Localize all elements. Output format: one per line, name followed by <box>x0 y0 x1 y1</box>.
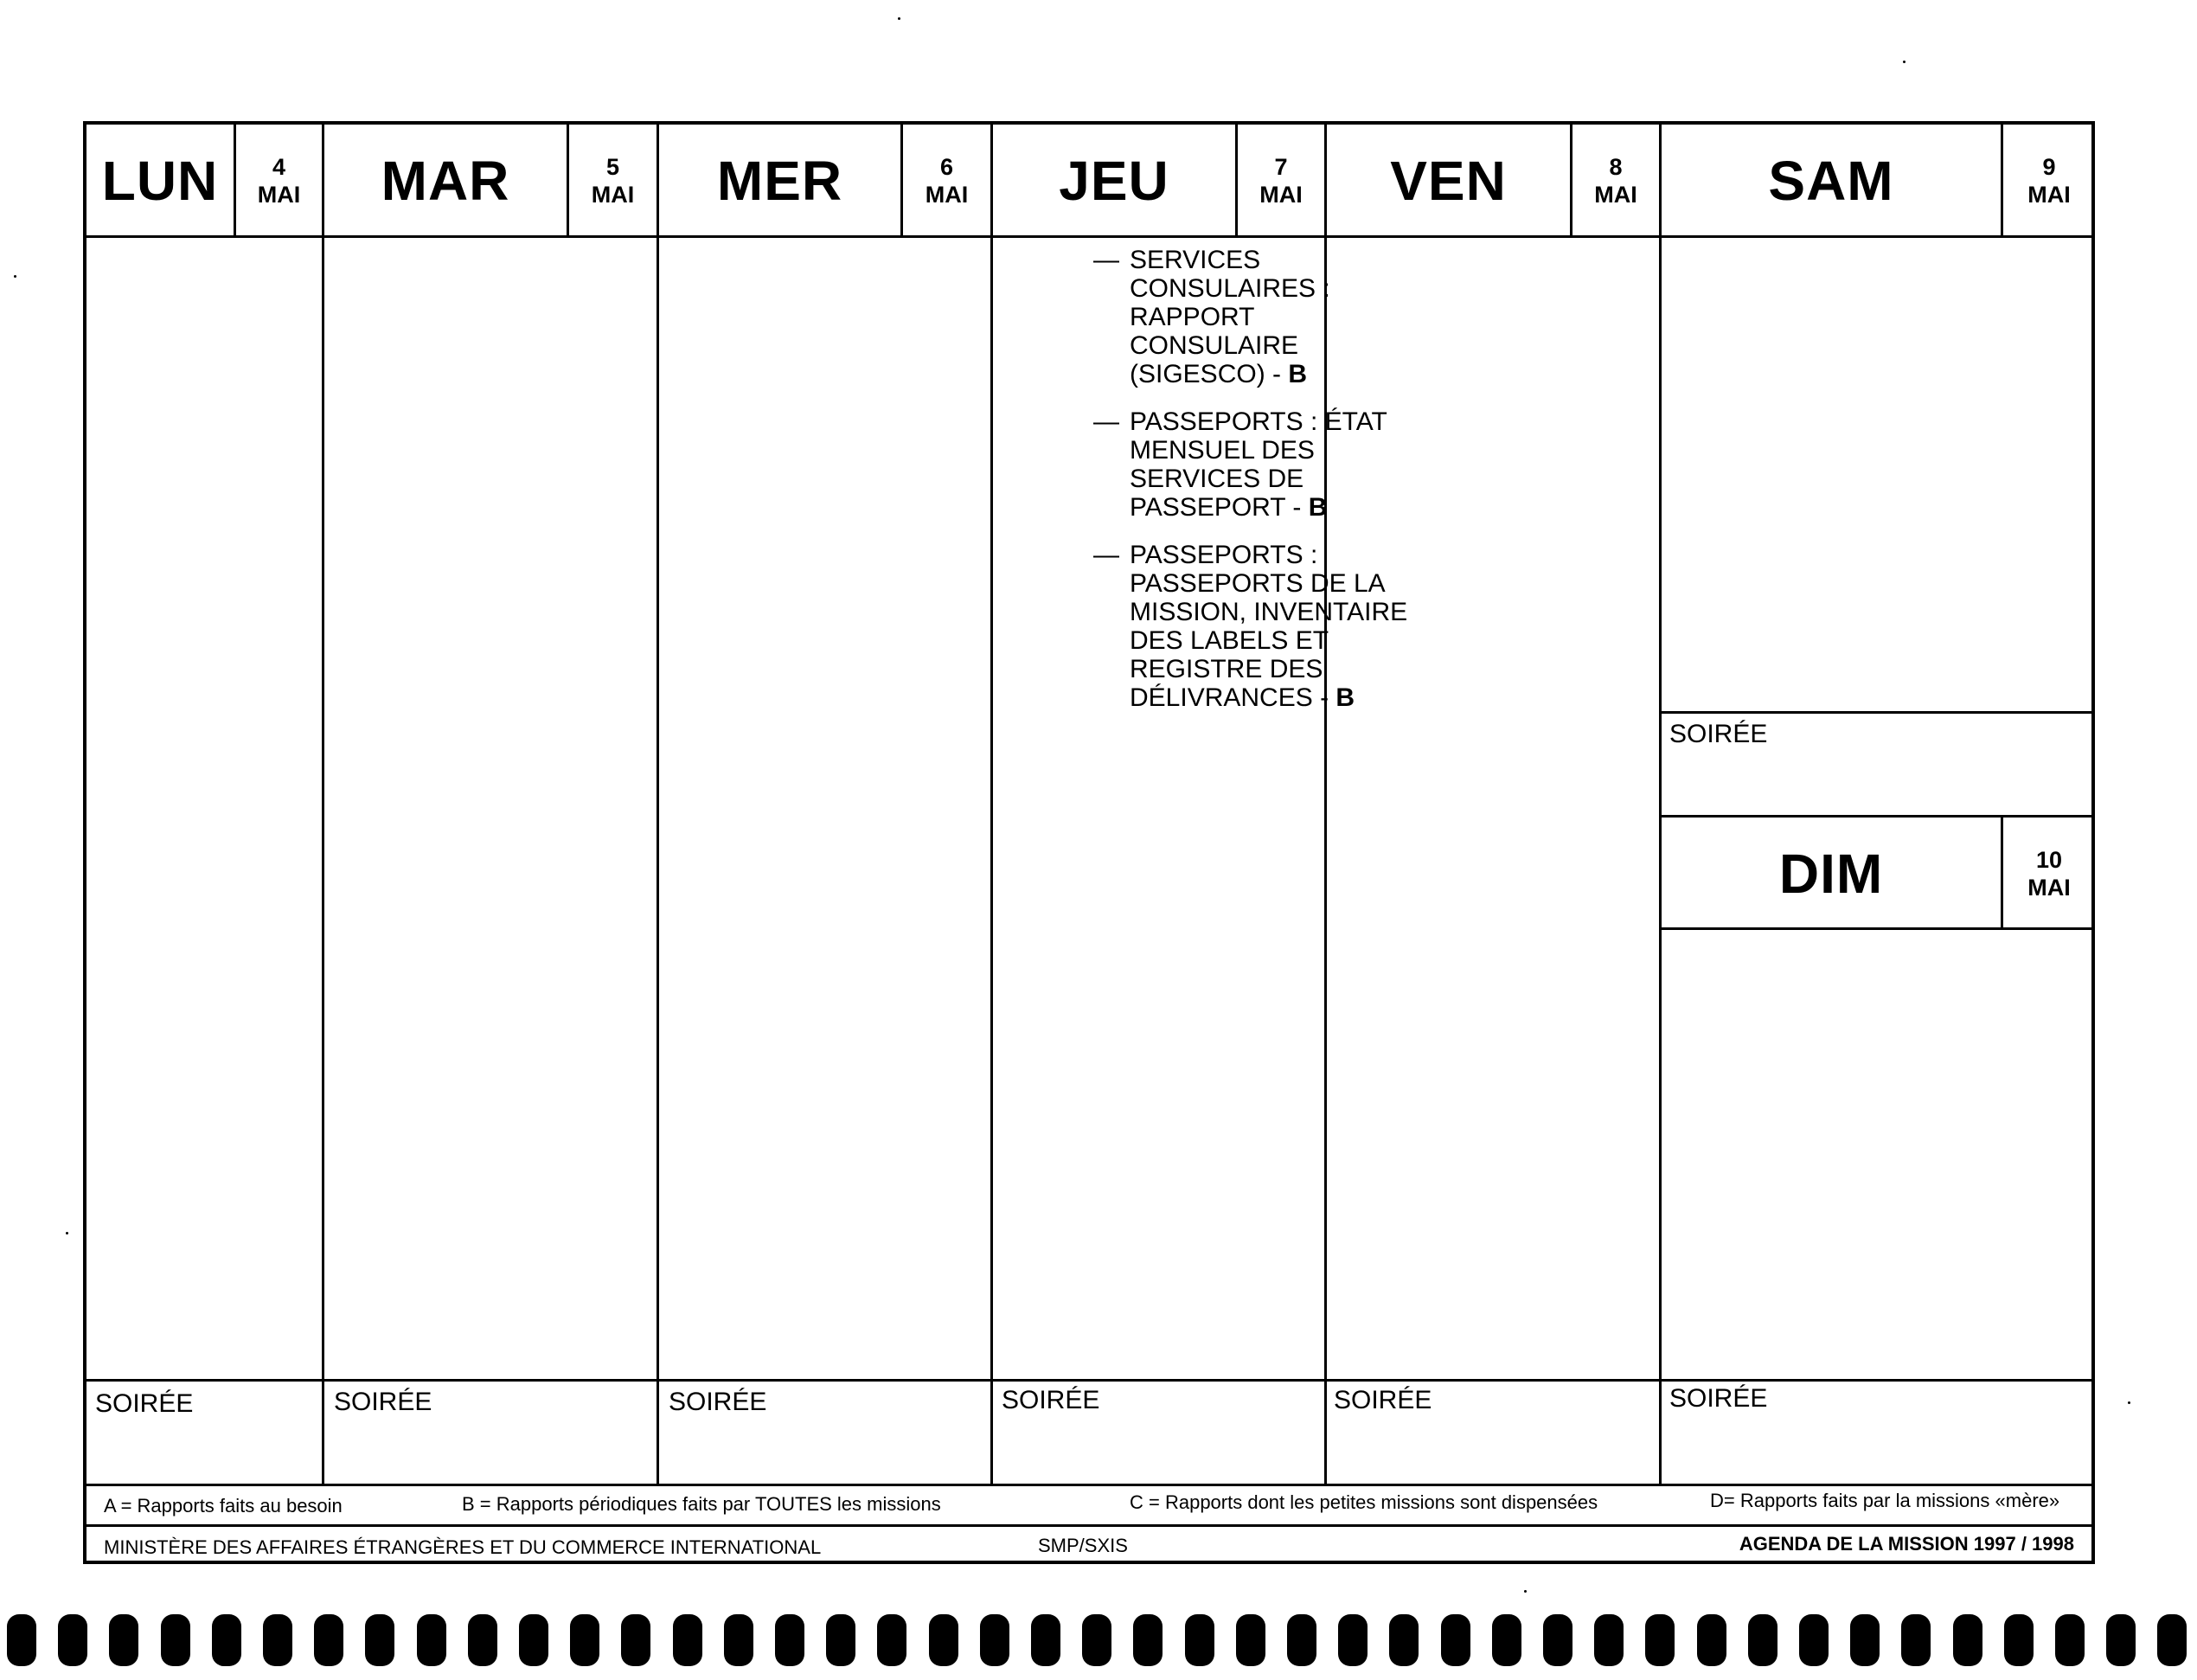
thursday-entries <box>1093 246 1422 731</box>
binding-hole <box>2106 1614 2136 1666</box>
sat-evening-divider <box>1659 711 2095 714</box>
speck <box>14 275 16 278</box>
day-name: LUN <box>101 150 219 212</box>
speck <box>1524 1590 1527 1593</box>
legend-c: C = Rapports dont les petites missions sont dispensées <box>1130 1491 1598 1513</box>
binding-hole <box>1901 1614 1931 1666</box>
day-date <box>1572 125 1659 237</box>
binding-hole <box>468 1614 497 1666</box>
entry-label: PASSEPORTS : ÉTAT MENSUEL DES SERVICES DE PASSEPORT - <box>1130 407 1387 522</box>
footer-ministry: MINISTÈRE DES AFFAIRES ÉTRANGÈRES ET DU COMMERCE INTERNATIONAL <box>104 1536 822 1558</box>
day-number: 10 <box>2035 847 2063 873</box>
day-date <box>903 125 990 237</box>
evening-label: SOIRÉE <box>1002 1386 1100 1414</box>
evening-label: SOIRÉE <box>1669 1384 1768 1413</box>
binding-hole <box>673 1614 702 1666</box>
binding-hole <box>1492 1614 1521 1666</box>
speck <box>2128 1401 2130 1404</box>
day-month: MAI <box>2027 182 2071 208</box>
speck <box>898 17 900 20</box>
day-number: 8 <box>1609 154 1623 180</box>
binding-hole <box>1031 1614 1060 1666</box>
day-name: MAR <box>381 150 510 212</box>
legend-d: D= Rapports faits par la missions «mère» <box>1710 1490 2060 1511</box>
footer-code: SMP/SXIS <box>1038 1535 1128 1556</box>
entry-code: B <box>1335 683 1355 712</box>
binding-hole <box>1236 1614 1265 1666</box>
day-month: MAI <box>2027 875 2071 901</box>
binding-hole <box>1287 1614 1316 1666</box>
binding-hole <box>877 1614 906 1666</box>
day-name: JEU <box>1059 150 1169 212</box>
day-number: 5 <box>605 154 620 180</box>
evening-label: SOIRÉE <box>334 1388 432 1416</box>
binding-hole <box>7 1614 36 1666</box>
entry-label: PASSEPORTS : PASSEPORTS DE LA MISSION, INVENTAIRE DES LABELS ET REGISTRE DES DÉLIVRANCES - <box>1130 541 1408 712</box>
binding-hole <box>365 1614 394 1666</box>
agenda-page <box>83 121 2095 1564</box>
binding-hole <box>929 1614 958 1666</box>
entry-dash: — <box>1093 246 1119 274</box>
evening-divider <box>86 1379 2095 1382</box>
binding-hole <box>724 1614 753 1666</box>
binding-hole <box>1185 1614 1214 1666</box>
day-month: MAI <box>1594 182 1637 208</box>
binding-hole <box>775 1614 804 1666</box>
agenda-entry <box>1093 246 1422 388</box>
legend-divider <box>86 1484 2095 1486</box>
agenda-entry <box>1093 407 1422 522</box>
binding-hole <box>1082 1614 1111 1666</box>
binding-hole <box>212 1614 241 1666</box>
binding-hole <box>109 1614 138 1666</box>
legend-b: B = Rapports périodiques faits par TOUTES les missions <box>462 1493 941 1515</box>
binding-hole <box>1799 1614 1829 1666</box>
entry-text <box>1130 246 1422 388</box>
evening-label: SOIRÉE <box>95 1389 194 1418</box>
evening-label: SOIRÉE <box>1334 1386 1432 1414</box>
entry-code: B <box>1308 493 1328 522</box>
entry-code: B <box>1288 360 1308 388</box>
footer-title: AGENDA DE LA MISSION 1997 / 1998 <box>1739 1533 2074 1555</box>
binding-hole <box>314 1614 343 1666</box>
binding-hole <box>570 1614 599 1666</box>
entry-label: SERVICES CONSULAIRES : RAPPORT CONSULAIRE (SIGESCO) - <box>1130 246 1330 388</box>
day-month: MAI <box>1259 182 1303 208</box>
binding-hole <box>58 1614 87 1666</box>
binding-hole <box>1594 1614 1624 1666</box>
evening-label: SOIRÉE <box>669 1388 767 1416</box>
speck <box>1903 61 1906 63</box>
binding-hole <box>1953 1614 1982 1666</box>
binding-holes <box>0 1614 2197 1666</box>
day-date <box>2003 125 2095 237</box>
speck <box>66 1232 68 1234</box>
binding-hole <box>1748 1614 1777 1666</box>
binding-hole <box>2004 1614 2034 1666</box>
binding-hole <box>1133 1614 1163 1666</box>
binding-hole <box>2055 1614 2085 1666</box>
binding-hole <box>2157 1614 2187 1666</box>
legend-a: A = Rapports faits au besoin <box>104 1495 343 1516</box>
day-date <box>1238 125 1324 237</box>
day-name: VEN <box>1390 150 1507 212</box>
binding-hole <box>621 1614 650 1666</box>
binding-hole <box>417 1614 446 1666</box>
day-date <box>2003 818 2095 930</box>
day-number: 7 <box>1274 154 1288 180</box>
binding-hole <box>1441 1614 1470 1666</box>
agenda-entry <box>1093 541 1422 712</box>
day-number: 4 <box>272 154 286 180</box>
divider <box>1659 125 1662 1486</box>
binding-hole <box>980 1614 1009 1666</box>
day-date <box>236 125 322 237</box>
binding-hole <box>1389 1614 1419 1666</box>
entry-text <box>1130 407 1422 522</box>
divider <box>990 125 993 1486</box>
binding-hole <box>161 1614 190 1666</box>
day-name: DIM <box>1778 843 1884 905</box>
binding-hole <box>1697 1614 1726 1666</box>
evening-label: SOIRÉE <box>1669 720 1768 748</box>
day-name: MER <box>716 150 843 212</box>
day-number: 9 <box>2042 154 2056 180</box>
day-name: SAM <box>1768 150 1894 212</box>
day-month: MAI <box>257 182 301 208</box>
binding-hole <box>826 1614 855 1666</box>
binding-hole <box>263 1614 292 1666</box>
day-month: MAI <box>925 182 969 208</box>
binding-hole <box>1850 1614 1880 1666</box>
entry-dash: — <box>1093 541 1119 569</box>
day-number: 6 <box>939 154 954 180</box>
entry-text <box>1130 541 1422 712</box>
day-date <box>569 125 657 237</box>
entry-dash: — <box>1093 407 1119 436</box>
day-month: MAI <box>591 182 635 208</box>
divider <box>657 125 659 1486</box>
footer-divider <box>86 1524 2095 1527</box>
binding-hole <box>519 1614 548 1666</box>
binding-hole <box>1338 1614 1368 1666</box>
binding-hole <box>1543 1614 1572 1666</box>
binding-hole <box>1645 1614 1675 1666</box>
divider <box>322 125 324 1486</box>
